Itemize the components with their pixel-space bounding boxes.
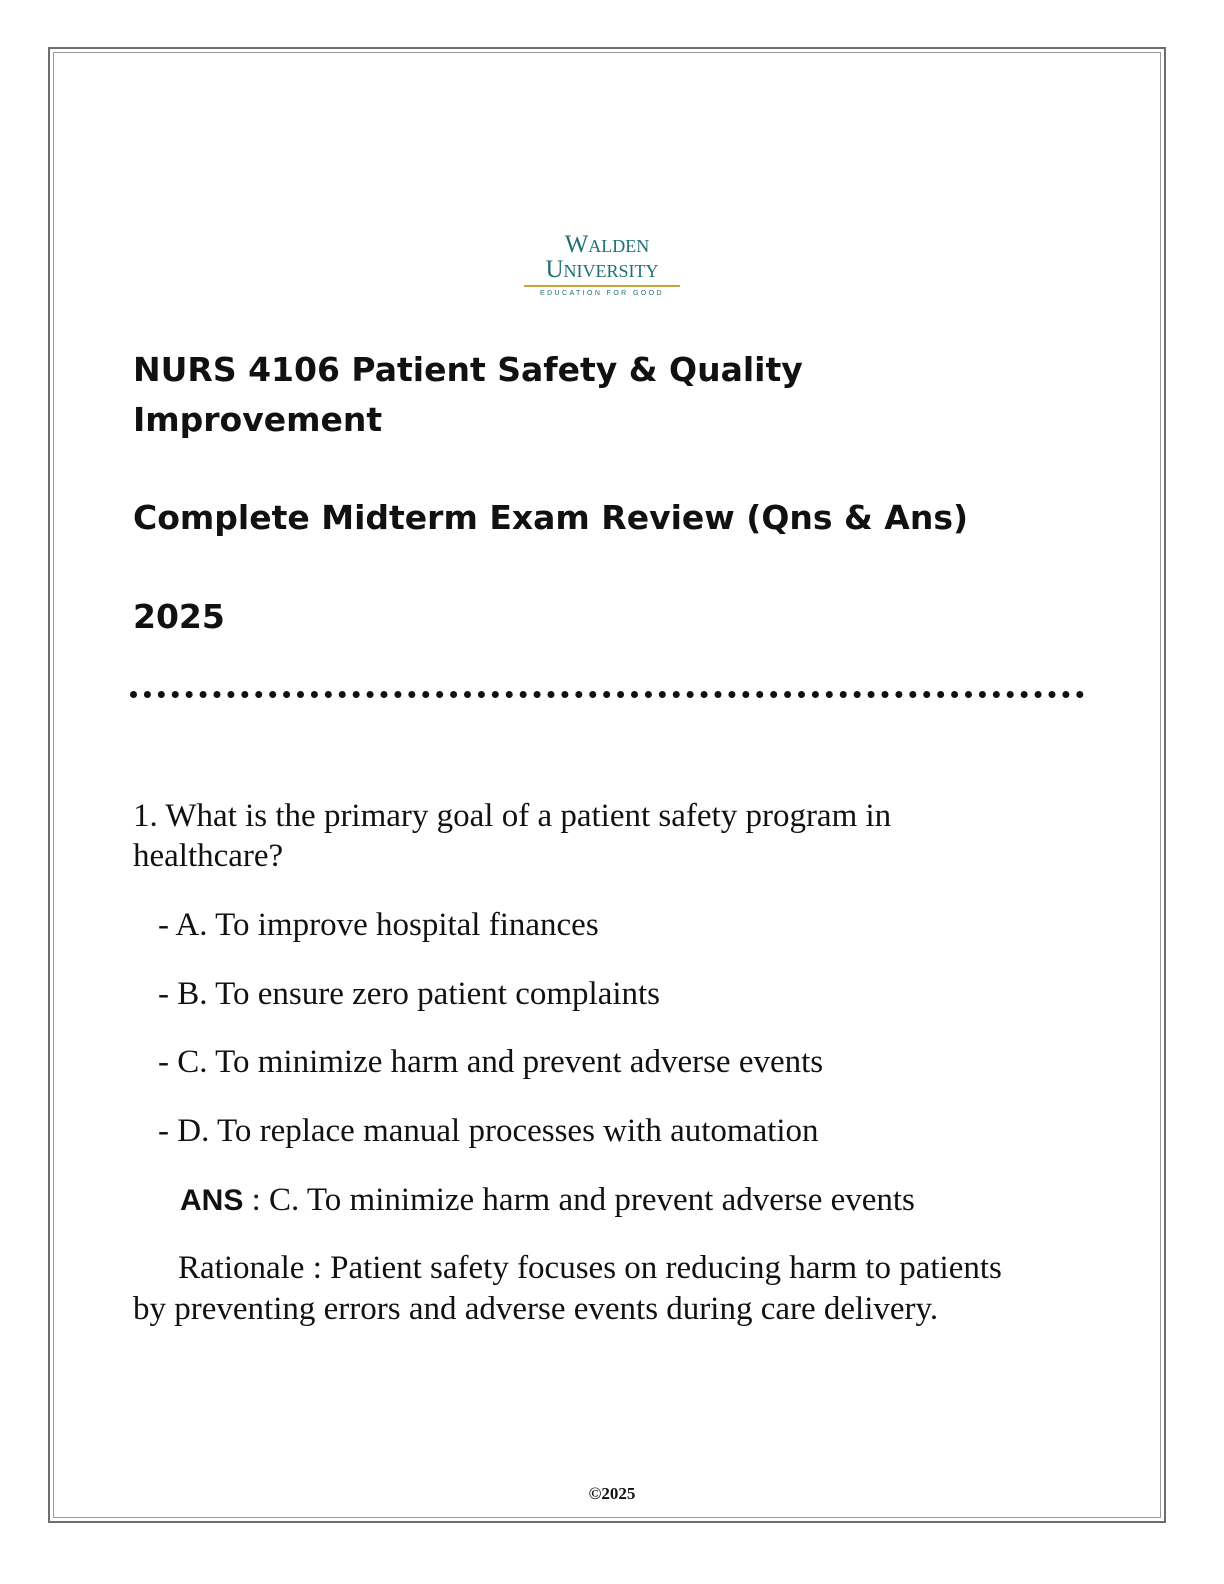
rationale-line-2: by preventing errors and adverse events during care delivery. xyxy=(133,1291,939,1327)
answer-line xyxy=(180,1182,915,1219)
logo-tagline: EDUCATION FOR GOOD xyxy=(540,290,664,297)
option-c: - C. To minimize harm and prevent adverse events xyxy=(158,1044,824,1080)
option-a: - A. To improve hospital finances xyxy=(158,907,599,943)
answer-text: : C. To minimize harm and prevent adverse events xyxy=(243,1182,915,1218)
logo-line-2: University xyxy=(545,256,659,283)
question-text-line-2: healthcare? xyxy=(133,838,284,874)
logo-line-1: Walden xyxy=(564,231,650,258)
document-year: 2025 xyxy=(133,597,225,636)
rationale-line-1: Rationale : Patient safety focuses on reducing harm to patients xyxy=(178,1250,1002,1286)
answer-label: ANS xyxy=(180,1184,244,1217)
course-title-line-2: Improvement xyxy=(133,400,383,439)
course-title-line-1: NURS 4106 Patient Safety & Quality xyxy=(133,350,803,389)
copyright-footer: ©2025 xyxy=(588,1484,636,1503)
option-b: - B. To ensure zero patient complaints xyxy=(158,976,661,1012)
question-text-line-1: 1. What is the primary goal of a patient safety program in xyxy=(133,798,892,834)
option-d: - D. To replace manual processes with automation xyxy=(158,1113,819,1149)
logo-rule xyxy=(524,285,680,287)
dotted-divider xyxy=(130,691,1084,698)
document-subtitle: Complete Midterm Exam Review (Qns & Ans) xyxy=(133,498,969,537)
walden-university-logo xyxy=(520,232,684,300)
